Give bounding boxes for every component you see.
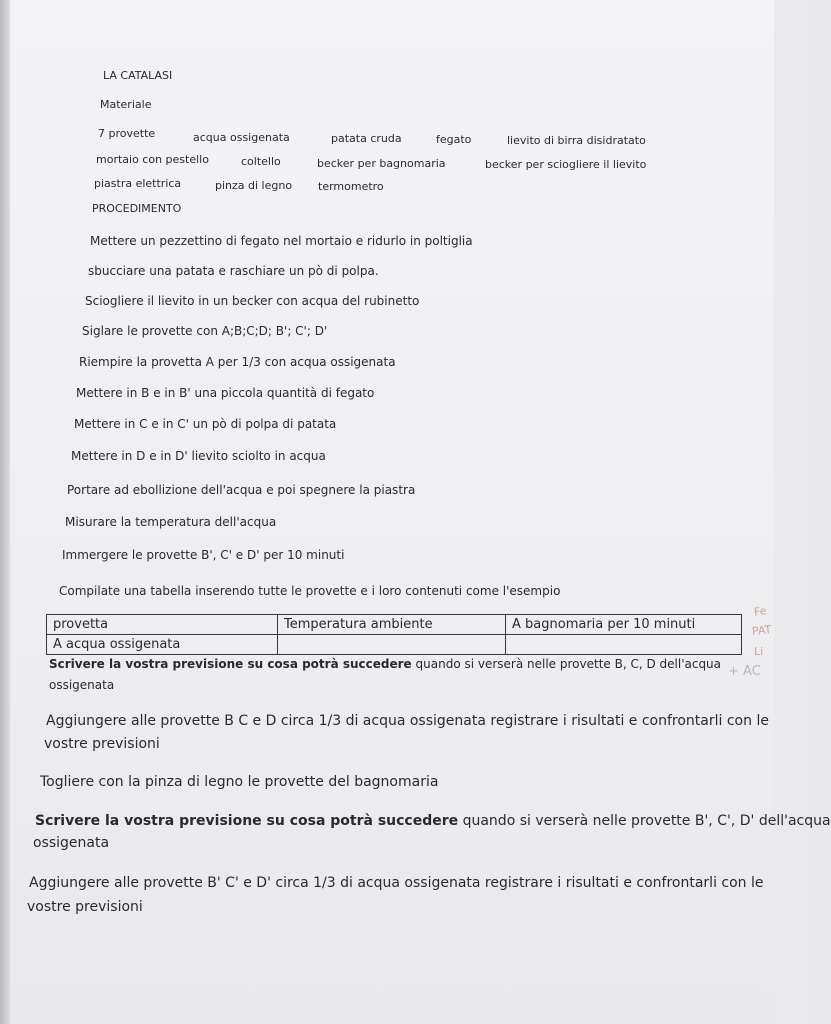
procedure-step: Misurare la temperatura dell'acqua xyxy=(65,515,277,529)
prediction-rest: quando si verserà nelle provette B, C, D dell'acqua xyxy=(411,657,722,671)
material-item: becker per sciogliere il lievito xyxy=(485,158,647,171)
material-item: termometro xyxy=(318,180,384,193)
table-header-row xyxy=(47,615,742,635)
procedure-step: Sciogliere il lievito in un becker con acqua del rubinetto xyxy=(85,294,420,308)
procedure-step: Siglare le provette con A;B;C;D; B'; C'; D' xyxy=(82,324,328,338)
table-header-cell: Temperatura ambiente xyxy=(278,615,506,635)
handwritten-note: PAT xyxy=(751,623,772,638)
material-item: pinza di legno xyxy=(215,179,293,192)
table-row xyxy=(47,635,742,655)
prediction-instruction-2 xyxy=(35,813,831,830)
table-cell xyxy=(278,635,506,655)
remove-tubes-instruction: Togliere con la pinza di legno le provette del bagnomaria xyxy=(40,774,439,790)
material-item: piastra elettrica xyxy=(94,177,182,190)
material-item: patata cruda xyxy=(331,132,402,145)
handwritten-note: Li xyxy=(754,645,764,658)
procedure-step: Portare ad ebollizione dell'acqua e poi spegnere la piastra xyxy=(67,483,416,497)
procedure-step: Mettere un pezzettino di fegato nel mortaio e ridurlo in poltiglia xyxy=(90,234,473,248)
material-item: coltello xyxy=(241,155,281,168)
document-title: LA CATALASI xyxy=(103,69,173,82)
table-cell xyxy=(506,635,742,655)
table-header-cell: provetta xyxy=(47,615,278,635)
handwritten-note: Fe xyxy=(753,604,768,619)
procedure-step: Immergere le provette B', C' e D' per 10 minuti xyxy=(62,548,345,562)
prediction-bold-2: Scrivere la vostra previsione su cosa potrà succedere xyxy=(35,813,459,829)
add-peroxide-continuation: vostre previsioni xyxy=(44,736,160,752)
procedimento-heading: PROCEDIMENTO xyxy=(92,202,182,215)
procedure-step: Mettere in D e in D' lievito sciolto in acqua xyxy=(71,449,326,463)
material-item: acqua ossigenata xyxy=(193,131,290,144)
table-header-cell: A bagnomaria per 10 minuti xyxy=(506,615,742,635)
table-cell: A acqua ossigenata xyxy=(47,635,278,655)
prediction-continuation: ossigenata xyxy=(49,678,115,692)
results-table xyxy=(46,614,742,655)
procedure-step: Mettere in B e in B' una piccola quantità di fegato xyxy=(76,386,375,400)
prediction-instruction xyxy=(49,657,721,671)
add-peroxide-instruction: Aggiungere alle provette B C e D circa 1/3 di acqua ossigenata registrare i risultati e confrontarli con le xyxy=(46,713,769,729)
add-peroxide-instruction-2: Aggiungere alle provette B' C' e D' circa 1/3 di acqua ossigenata registrare i risultati e confrontarli con le xyxy=(29,875,764,891)
prediction-bold: Scrivere la vostra previsione su cosa potrà succedere xyxy=(49,657,412,671)
procedure-step: Compilate una tabella inserendo tutte le provette e i loro contenuti come l'esempio xyxy=(59,584,561,598)
procedure-step: Mettere in C e in C' un pò di polpa di patata xyxy=(74,417,337,431)
add-peroxide-continuation-2: vostre previsioni xyxy=(27,899,143,915)
procedure-step: Riempire la provetta A per 1/3 con acqua ossigenata xyxy=(79,355,396,369)
procedure-step: sbucciare una patata e raschiare un pò di polpa. xyxy=(88,264,379,278)
handwritten-note: + AC xyxy=(728,664,761,679)
prediction-rest-2: quando si verserà nelle provette B', C', D' dell'acqua xyxy=(458,813,831,829)
material-item: 7 provette xyxy=(98,127,156,140)
material-item: lievito di birra disidratato xyxy=(507,134,646,147)
material-item: fegato xyxy=(436,133,472,146)
material-item: mortaio con pestello xyxy=(96,153,209,166)
prediction-continuation-2: ossigenata xyxy=(33,835,110,851)
material-item: becker per bagnomaria xyxy=(317,157,446,170)
materiale-heading: Materiale xyxy=(100,98,152,111)
